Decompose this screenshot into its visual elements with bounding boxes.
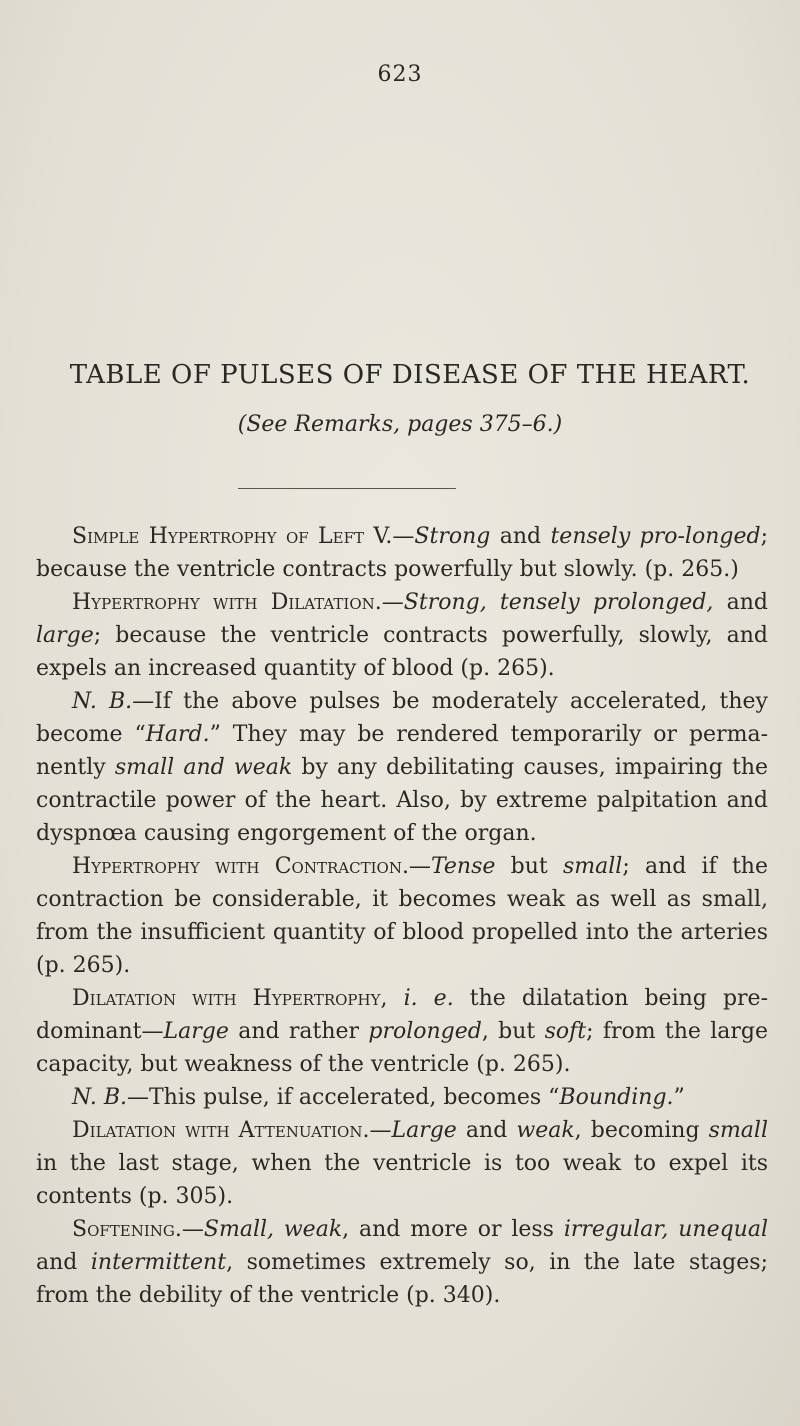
paragraph-text: , and more or less	[342, 1217, 564, 1242]
paragraph	[36, 685, 768, 850]
paragraph-text: in the last stage, when the ventricle is too weak to expel its contents (p. 305).	[36, 1151, 768, 1209]
paragraph-text: and	[36, 1250, 91, 1275]
body-text	[36, 520, 768, 1312]
paragraph-heading: Hypertrophy with Dilatation.—	[72, 590, 404, 615]
paragraph-text: Tense	[430, 854, 496, 879]
paragraph-text: Hard.	[145, 722, 210, 747]
paragraph-text: soft	[544, 1019, 587, 1044]
paragraph-text: Large	[391, 1118, 457, 1143]
paragraph-heading: Softening.—	[72, 1217, 204, 1242]
page-title: TABLE OF PULSES OF DISEASE OF THE HEART.	[69, 360, 751, 390]
paragraph-heading: Simple Hypertrophy of Left V.—	[72, 524, 415, 549]
paragraph-text: Large	[163, 1019, 229, 1044]
paragraph	[36, 1213, 768, 1312]
paragraph-text: ; because the ventricle contracts powerfully but slowly. (p. 265.)	[36, 524, 768, 582]
paragraph-text: N. B.	[72, 689, 133, 714]
paragraph-text: but	[495, 854, 563, 879]
paragraph-text: and	[456, 1118, 517, 1143]
paragraph-heading: Dilatation with Hypertrophy,	[72, 986, 388, 1011]
paragraph-text: small and weak	[114, 755, 293, 780]
paragraph-text: ; from the large capacity, but weakness of the ventricle (p. 265).	[36, 1019, 768, 1077]
paragraph-text: ” They may be rendered temporarily or perma-nently	[36, 722, 768, 780]
paragraph-text: i. e.	[403, 986, 454, 1011]
paragraph	[36, 982, 768, 1081]
paragraph-text: tensely pro-longed	[550, 524, 761, 549]
section-divider	[238, 488, 456, 489]
paragraph	[36, 1114, 768, 1213]
paragraph-text: —If the above pulses be moderately accelerated, they become “	[36, 689, 768, 747]
paragraph	[36, 850, 768, 982]
paragraph-heading: Hypertrophy with Contraction.—	[72, 854, 431, 879]
paragraph	[36, 586, 768, 685]
paragraph-text: small	[562, 854, 623, 879]
paragraph-text: Strong	[414, 524, 491, 549]
paragraph-text: prolonged	[368, 1019, 482, 1044]
paragraph-heading: Dilatation with Attenuation.—	[72, 1118, 392, 1143]
paragraph-text: —This pulse, if accelerated, becomes “	[127, 1085, 560, 1110]
paragraph-text: small	[708, 1118, 768, 1143]
page-number: 623	[377, 62, 423, 87]
paragraph-text: Bounding.	[559, 1085, 674, 1110]
paragraph-text: , sometimes extremely so, in the late stages; from the debility of the ventricle (p. 340).	[36, 1250, 768, 1308]
paragraph-text: intermittent	[90, 1250, 227, 1275]
paragraph	[36, 1081, 768, 1114]
paragraph-text: and	[713, 590, 769, 615]
paragraph-text: by any debilitating causes, impairing the contractile power of the heart. Also, by extreme palpitation and dyspnœa causing engorgement of the organ.	[36, 755, 769, 846]
paragraph-text: , becoming	[574, 1118, 709, 1143]
paragraph-text: irregular, unequal	[563, 1217, 769, 1242]
paragraph-text: N. B.	[72, 1085, 127, 1110]
paragraph-text: large	[36, 623, 94, 648]
paragraph-text: and	[490, 524, 551, 549]
paragraph-text: , but	[481, 1019, 545, 1044]
page-subtitle: (See Remarks, pages 375–6.)	[237, 412, 563, 437]
paragraph-text: weak	[516, 1118, 575, 1143]
paragraph-text: the dilatation being pre-dominant—	[36, 986, 768, 1044]
paragraph-text: Small, weak	[203, 1217, 343, 1242]
paragraph-text: and rather	[228, 1019, 369, 1044]
paragraph-text: ; because the ventricle contracts powerfully, slowly, and expels an increased quantity of blood (p. 265).	[36, 623, 768, 681]
paragraph-text	[388, 986, 404, 1011]
paragraph-text: ; and if the contraction be considerable, it becomes weak as well as small, from the insufficient quantity of blood propelled into the arteries (p. 265).	[36, 854, 768, 978]
paragraph	[36, 520, 768, 586]
paragraph-text: Strong, tensely prolonged,	[403, 590, 714, 615]
paragraph-text: ”	[673, 1085, 685, 1110]
